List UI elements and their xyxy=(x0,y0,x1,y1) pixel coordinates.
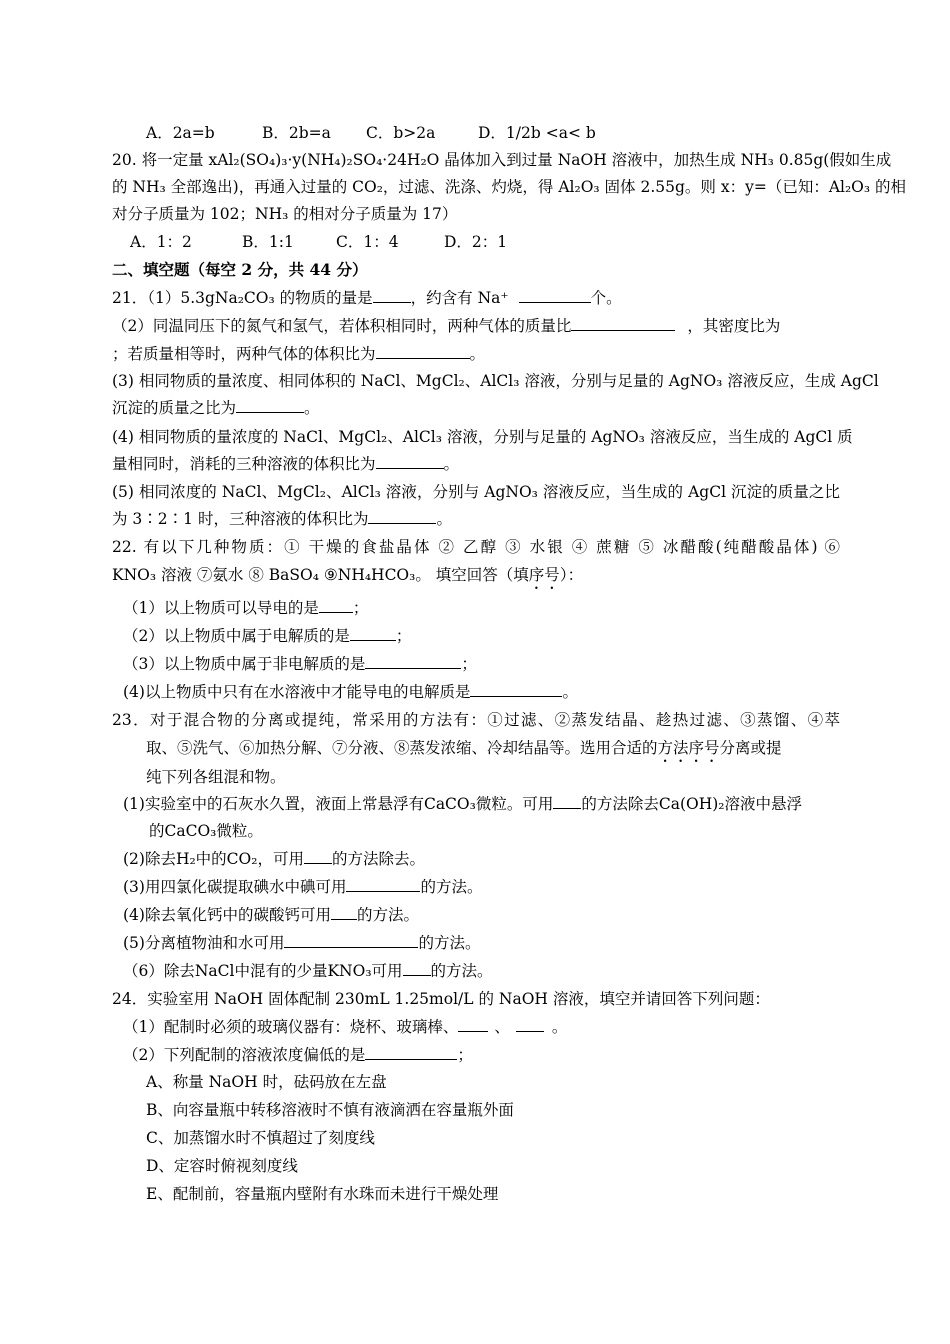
q19-options xyxy=(146,123,874,143)
q21-p5-text: 为 3∶2∶1 时，三种溶液的体积比为 xyxy=(112,510,369,528)
q22-s2-text: （2）以上物质中属于电解质的是 xyxy=(123,627,350,645)
q23-sub5 xyxy=(123,933,851,953)
q24-option-a: A、称量 NaOH 时，砝码放在左盘 xyxy=(146,1073,387,1091)
q23-s2-text: (2)除去H₂中的CO₂，可用 xyxy=(123,850,304,868)
q21-p2-text3: ；若质量相等时，两种气体的体积比为 xyxy=(112,345,376,363)
answer-blank[interactable] xyxy=(319,598,353,613)
q20-text-line1: 20. 将一定量 xAl₂(SO₄)₃·y(NH₄)₂SO₄·24H₂O 晶体加入到过量 NaOH 溶液中，加热生成 NH₃ 0.85g(假如生成 xyxy=(112,151,892,169)
answer-blank[interactable] xyxy=(350,626,396,641)
answer-blank[interactable] xyxy=(373,288,411,303)
q23-s3-text: (3)用四氯化碳提取碘水中碘可用 xyxy=(123,878,347,896)
q24-option-b: B、向容量瓶中转移溶液时不慎有液滴洒在容量瓶外面 xyxy=(146,1101,514,1119)
q24-option-d: D、定容时俯视刻度线 xyxy=(146,1157,298,1175)
answer-blank[interactable] xyxy=(365,1045,457,1060)
q20-option-a: A．1：2 xyxy=(130,233,192,251)
q21-part2-cont xyxy=(112,344,840,364)
q22-text-line2 xyxy=(112,565,840,593)
answer-blank[interactable] xyxy=(376,454,444,469)
q23-s3-text2: 的方法。 xyxy=(420,878,483,896)
answer-blank[interactable] xyxy=(331,905,357,920)
q22-sub2 xyxy=(123,626,851,646)
section-title: 二、填空题（每空 2 分，共 44 分） xyxy=(112,260,368,279)
q21-p2-text: （2）同温同压下的氮气和氢气，若体积相同时，两种气体的质量比 xyxy=(112,317,572,335)
q23-s1-text: (1)实验室中的石灰水久置，液面上常悬浮有CaCO₃微粒。可用 xyxy=(123,795,554,813)
q21-part3-line2 xyxy=(112,398,840,418)
answer-blank[interactable] xyxy=(236,398,304,413)
answer-blank[interactable] xyxy=(458,1017,488,1032)
q21-p2-text4: 。 xyxy=(469,345,486,363)
q23-s6-text2: 的方法。 xyxy=(430,962,493,980)
q23-s5-text: (5)分离植物油和水可用 xyxy=(123,934,285,952)
q23-text-line1: 23．对于混合物的分离或提纯，常采用的方法有：①过滤、②蒸发结晶、趁热过滤、③蒸馏、④萃 xyxy=(112,711,840,729)
q21-p3-text2: 。 xyxy=(304,399,320,417)
q22-s1-text2: ； xyxy=(352,599,369,617)
q23-s6-text: （6）除去NaCl中混有的少量KNO₃可用 xyxy=(123,962,403,980)
answer-blank[interactable] xyxy=(346,877,420,892)
q20-option-d: D．2：1 xyxy=(444,233,508,251)
q19-option-a: A．2a=b xyxy=(146,124,215,142)
q23-s4-text2: 的方法。 xyxy=(356,906,419,924)
q23-s5-text2: 的方法。 xyxy=(418,934,481,952)
q24-option-e: E、配制前，容量瓶内壁附有水珠而未进行干燥处理 xyxy=(146,1185,499,1203)
q22-text2: KNO₃ 溶液 ⑦氨水 ⑧ BaSO₄ ⑨NH₄HCO₃。 填空回答（填 xyxy=(112,566,529,584)
q20-options xyxy=(130,232,858,252)
q23-sub1-cont: 的CaCO₃微粒。 xyxy=(149,822,263,840)
answer-blank[interactable] xyxy=(470,682,562,697)
q20-text-line3: 对分子质量为 102；NH₃ 的相对分子质量为 17） xyxy=(112,205,458,223)
q23-s1-text2: 的方法除去Ca(OH)₂溶液中悬浮 xyxy=(581,795,802,813)
q21-p4-text: 量相同时，消耗的三种溶液的体积比为 xyxy=(112,455,376,473)
q22-s3-text2: ； xyxy=(461,655,477,673)
q21-part3-line1: (3) 相同物质的量浓度、相同体积的 NaCl、MgCl₂、AlCl₃ 溶液，分别与足量的 AgNO₃ 溶液反应，生成 AgCl xyxy=(112,372,879,390)
q20-option-c: C．1：4 xyxy=(336,233,399,251)
q21-part5-line1: (5) 相同浓度的 NaCl、MgCl₂、AlCl₃ 溶液，分别与 AgNO₃ 溶液反应，当生成的 AgCl 沉淀的质量之比 xyxy=(112,483,840,501)
q24-s2-text: （2）下列配制的溶液浓度偏低的是 xyxy=(123,1046,366,1064)
answer-blank[interactable] xyxy=(519,288,591,303)
q23-text-line3: 纯下列各组混和物。 xyxy=(146,768,286,786)
q23-text3: 分离或提 xyxy=(719,739,782,757)
q22-s4-text: (4)以上物质中只有在水溶液中才能导电的电解质是 xyxy=(123,683,471,701)
answer-blank[interactable] xyxy=(376,344,470,359)
answer-blank[interactable] xyxy=(365,654,461,669)
q23-s4-text: (4)除去氧化钙中的碳酸钙可用 xyxy=(123,906,331,924)
q24-s1-text2: 、 xyxy=(494,1018,510,1036)
q21-p4-text2: 。 xyxy=(443,455,460,473)
q21-p5-text2: 。 xyxy=(436,510,452,528)
q21-part4-line1: (4) 相同物质的量浓度的 NaCl、MgCl₂、AlCl₃ 溶液，分别与足量的 AgNO₃ 溶液反应，当生成的 AgCl 质 xyxy=(112,428,853,446)
q21-p1-text3: 个。 xyxy=(590,289,622,307)
q22-text3: ）： xyxy=(559,566,584,584)
q20-option-b: B．1:1 xyxy=(242,233,294,251)
q22-s3-text: （3）以上物质中属于非电解质的是 xyxy=(123,655,366,673)
q22-s4-text2: 。 xyxy=(562,683,578,701)
q24-s2-text2: ； xyxy=(457,1046,473,1064)
q24-sub2 xyxy=(123,1045,851,1065)
q23-sub6 xyxy=(123,961,851,981)
answer-blank[interactable] xyxy=(304,849,332,864)
q22-sub1 xyxy=(123,598,851,618)
q24-s1-text: （1）配制时必须的玻璃仪器有：烧杯、玻璃棒、 xyxy=(123,1018,459,1036)
q21-part4-line2 xyxy=(112,454,840,474)
q22-s2-text2: ； xyxy=(395,627,412,645)
q23-s2-text2: 的方法除去。 xyxy=(331,850,425,868)
q21-p2-text2: ，其密度比为 xyxy=(687,317,781,335)
q22-s1-text: （1）以上物质可以导电的是 xyxy=(123,599,319,617)
q21-part1 xyxy=(112,288,840,308)
q23-sub3 xyxy=(123,877,851,897)
q24-option-c: C、加蒸馏水时不慎超过了刻度线 xyxy=(146,1129,375,1147)
q23-sub2 xyxy=(123,849,851,869)
q24-sub1 xyxy=(123,1017,851,1037)
q19-option-b: B．2b=a xyxy=(262,124,331,142)
answer-blank[interactable] xyxy=(516,1017,544,1032)
q21-part2 xyxy=(112,316,840,336)
q21-p3-text: 沉淀的质量之比为 xyxy=(112,399,237,417)
q22-emphasis: 序号 xyxy=(528,566,560,584)
q23-text-line2 xyxy=(146,738,840,766)
q22-sub4 xyxy=(123,682,851,702)
answer-blank[interactable] xyxy=(403,961,431,976)
q23-sub4 xyxy=(123,905,851,925)
q24-text-line1: 24．实验室用 NaOH 固体配制 230mL 1.25mol/L 的 NaOH 溶液，填空并请回答下列问题： xyxy=(112,990,770,1008)
q20-text-line2: 的 NH₃ 全部逸出)，再通入过量的 CO₂，过滤、洗涤、灼烧，得 Al₂O₃ 固体 2.55g。则 x：y=（已知：Al₂O₃ 的相 xyxy=(112,178,907,196)
q22-sub3 xyxy=(123,654,851,674)
q21-p1-text: 21．（1）5.3gNa₂CO₃ 的物质的量是 xyxy=(112,289,373,307)
q19-option-c: C．b>2a xyxy=(366,124,436,142)
q23-text2: 取、⑤洗气、⑥加热分解、⑦分液、⑧蒸发浓缩、冷却结晶等。选用合适的 xyxy=(146,739,658,757)
answer-blank[interactable] xyxy=(571,316,675,331)
q23-emphasis: 方法序号 xyxy=(657,739,720,757)
q24-s1-text3: 。 xyxy=(551,1018,568,1036)
answer-blank[interactable] xyxy=(368,509,436,524)
q21-part5-line2 xyxy=(112,509,840,529)
q23-sub1 xyxy=(123,794,851,814)
answer-blank[interactable] xyxy=(284,933,418,948)
q22-text-line1: 22. 有以下几种物质：① 干燥的食盐晶体 ② 乙醇 ③ 水银 ④ 蔗糖 ⑤ 冰醋酸(纯醋酸晶体) ⑥ xyxy=(112,538,840,556)
q21-p1-text2: ，约含有 Na⁺ xyxy=(410,289,509,307)
q19-option-d: D．1/2b <a< b xyxy=(478,124,596,142)
answer-blank[interactable] xyxy=(553,794,581,809)
